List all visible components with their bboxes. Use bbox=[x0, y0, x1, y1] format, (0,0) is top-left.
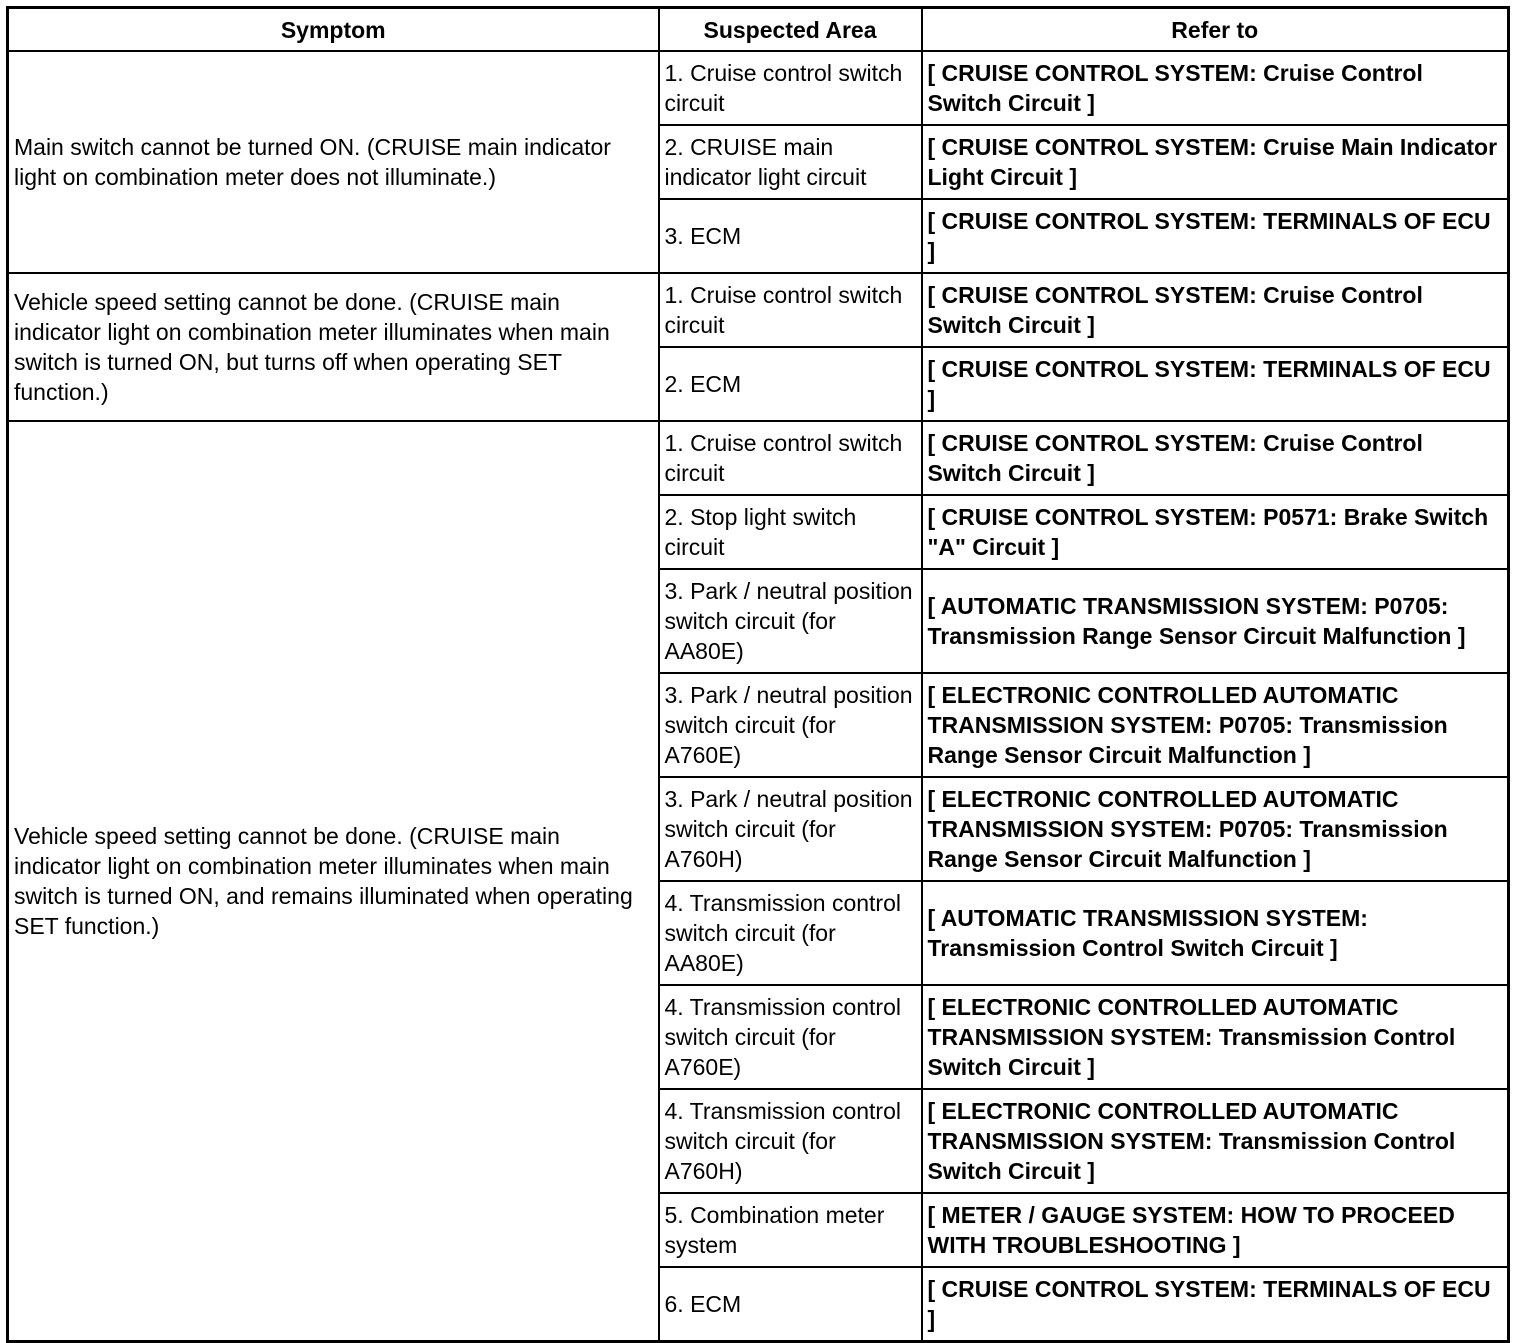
refer-to-link[interactable]: [ CRUISE CONTROL SYSTEM: TERMINALS OF ECU ] bbox=[922, 347, 1509, 421]
table-row bbox=[8, 421, 1509, 495]
refer-to-link[interactable]: [ CRUISE CONTROL SYSTEM: TERMINALS OF ECU ] bbox=[922, 1267, 1509, 1342]
suspected-area-cell: 3. Park / neutral position switch circuit (for A760H) bbox=[659, 777, 922, 881]
suspected-area-cell: 5. Combination meter system bbox=[659, 1193, 922, 1267]
suspected-area-cell: 2. CRUISE main indicator light circuit bbox=[659, 125, 922, 199]
refer-to-link[interactable]: [ CRUISE CONTROL SYSTEM: Cruise Control Switch Circuit ] bbox=[922, 273, 1509, 347]
suspected-area-cell: 3. Park / neutral position switch circuit (for A760E) bbox=[659, 673, 922, 777]
refer-to-link[interactable]: [ ELECTRONIC CONTROLLED AUTOMATIC TRANSMISSION SYSTEM: P0705: Transmission Range Sensor Circuit Malfunction ] bbox=[922, 673, 1509, 777]
suspected-area-cell: 2. Stop light switch circuit bbox=[659, 495, 922, 569]
table-row bbox=[8, 273, 1509, 347]
refer-to-link[interactable]: [ CRUISE CONTROL SYSTEM: TERMINALS OF ECU ] bbox=[922, 199, 1509, 273]
suspected-area-cell: 3. Park / neutral position switch circuit (for AA80E) bbox=[659, 569, 922, 673]
troubleshooting-table bbox=[6, 6, 1510, 1343]
suspected-area-cell: 4. Transmission control switch circuit (for AA80E) bbox=[659, 881, 922, 985]
header-row bbox=[8, 8, 1509, 52]
header-symptom: Symptom bbox=[8, 8, 659, 52]
refer-to-link[interactable]: [ CRUISE CONTROL SYSTEM: P0571: Brake Switch "A" Circuit ] bbox=[922, 495, 1509, 569]
suspected-area-cell: 6. ECM bbox=[659, 1267, 922, 1342]
refer-to-link[interactable]: [ ELECTRONIC CONTROLLED AUTOMATIC TRANSMISSION SYSTEM: Transmission Control Switch Circuit ] bbox=[922, 1089, 1509, 1193]
refer-to-link[interactable]: [ CRUISE CONTROL SYSTEM: Cruise Control Switch Circuit ] bbox=[922, 51, 1509, 125]
table-row bbox=[8, 51, 1509, 125]
refer-to-link[interactable]: [ AUTOMATIC TRANSMISSION SYSTEM: Transmission Control Switch Circuit ] bbox=[922, 881, 1509, 985]
refer-to-link[interactable]: [ ELECTRONIC CONTROLLED AUTOMATIC TRANSMISSION SYSTEM: Transmission Control Switch Circuit ] bbox=[922, 985, 1509, 1089]
suspected-area-cell: 4. Transmission control switch circuit (for A760H) bbox=[659, 1089, 922, 1193]
symptom-cell: Main switch cannot be turned ON. (CRUISE main indicator light on combination meter does not illuminate.) bbox=[8, 51, 659, 273]
suspected-area-cell: 2. ECM bbox=[659, 347, 922, 421]
refer-to-link[interactable]: [ CRUISE CONTROL SYSTEM: Cruise Control Switch Circuit ] bbox=[922, 421, 1509, 495]
suspected-area-cell: 4. Transmission control switch circuit (for A760E) bbox=[659, 985, 922, 1089]
suspected-area-cell: 1. Cruise control switch circuit bbox=[659, 273, 922, 347]
suspected-area-cell: 1. Cruise control switch circuit bbox=[659, 51, 922, 125]
refer-to-link[interactable]: [ AUTOMATIC TRANSMISSION SYSTEM: P0705: Transmission Range Sensor Circuit Malfunction ] bbox=[922, 569, 1509, 673]
refer-to-link[interactable]: [ ELECTRONIC CONTROLLED AUTOMATIC TRANSMISSION SYSTEM: P0705: Transmission Range Sensor Circuit Malfunction ] bbox=[922, 777, 1509, 881]
symptom-cell: Vehicle speed setting cannot be done. (CRUISE main indicator light on combination meter illuminates when main switch is turned ON, but turns off when operating SET function.) bbox=[8, 273, 659, 421]
suspected-area-cell: 1. Cruise control switch circuit bbox=[659, 421, 922, 495]
symptom-cell: Vehicle speed setting cannot be done. (CRUISE main indicator light on combination meter illuminates when main switch is turned ON, and remains illuminated when operating SET function.) bbox=[8, 421, 659, 1342]
header-refer-to: Refer to bbox=[922, 8, 1509, 52]
refer-to-link[interactable]: [ METER / GAUGE SYSTEM: HOW TO PROCEED WITH TROUBLESHOOTING ] bbox=[922, 1193, 1509, 1267]
suspected-area-cell: 3. ECM bbox=[659, 199, 922, 273]
header-suspected-area: Suspected Area bbox=[659, 8, 922, 52]
refer-to-link[interactable]: [ CRUISE CONTROL SYSTEM: Cruise Main Indicator Light Circuit ] bbox=[922, 125, 1509, 199]
